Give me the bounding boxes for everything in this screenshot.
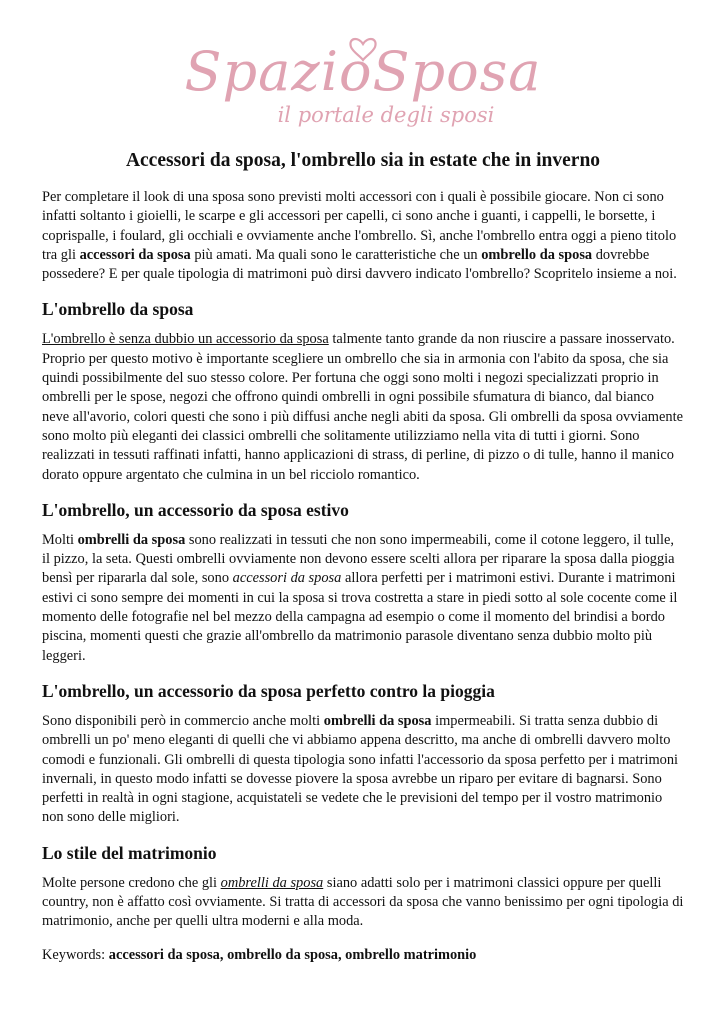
section-paragraph: Sono disponibili però in commercio anche molti ombrelli da sposa impermeabili. Si tratta senza dubbio di ombrelli un po' meno eleganti di quelli che vi abbiamo appena descritto, ma anche di ombrelli davvero molto comodi e funzionali. Gli ombrelli di questa tipologia sono infatti l'accessorio da sposa perfetto per i matrimoni invernali, in questo modo infatti se dovesse piovere la sposa avrebbe un riparo per evitare di bagnarsi. Sono perfetti in realtà in ogni stagione, acquistateli se vedete che le previsioni del tempo per il vostro matrimonio non sono delle migliori. <box>42 712 679 826</box>
italic-keyword: accessori da sposa <box>232 570 342 587</box>
logo-graphic <box>184 22 541 130</box>
keywords-line <box>42 946 684 965</box>
site-logo[interactable] <box>0 22 725 132</box>
section-heading: L'ombrello, un accessorio da sposa estivo <box>42 499 349 520</box>
logo-tagline: il portale degli sposi <box>277 103 494 127</box>
keywords-label: Keywords: <box>42 946 109 963</box>
article-link[interactable]: ombrelli da sposa <box>220 874 324 891</box>
keywords-list: accessori da sposa, ombrello da sposa, ombrello matrimonio <box>108 946 477 963</box>
bold-keyword: ombrello da sposa <box>481 246 593 263</box>
bold-keyword: ombrelli da sposa <box>323 712 432 729</box>
section-heading: L'ombrello, un accessorio da sposa perfetto contro la pioggia <box>42 680 495 701</box>
section-paragraph: Molte persone credono che gli ombrelli da sposa siano adatti solo per i matrimoni classici oppure per quelli country, non è affatto così ovviamente. Si tratta di accessori da sposa che vanno benissimo per ogni tipologia di matrimonio, anche per quelli ultra moderni e alla moda. <box>42 874 684 930</box>
section-heading: Lo stile del matrimonio <box>42 842 217 863</box>
section-heading: L'ombrello da sposa <box>42 299 194 320</box>
section-paragraph: L'ombrello è senza dubbio un accessorio da sposa talmente tanto grande da non riuscire a passare inosservato. Proprio per questo motivo è importante scegliere un ombrello che sia in armonia con l'abito da sposa, che sia quindi possibilmente del suo stesso colore. Per fortuna che oggi sono molti i negozi specializzati proprio in ombrelli per le spose, negozi che offrono quindi ombrelli in ogni possibile sfumatura di bianco, dal bianco neve all'avorio, colori questi che sono i più diffusi anche negli abiti da sposa. Gli ombrelli da sposa ovviamente sono molto più eleganti dei classici ombrelli che solitamente utilizziamo nella vita di tutti i giorni. Sono realizzati in tessuti raffinati infatti, hanno applicazioni di strass, di perline, di pizzo o di tulle, hanno il manico dorato oppure argentato che culmina in un bel ricciolo romantico. <box>42 331 683 483</box>
page-title: Accessori da sposa, l'ombrello sia in estate che in inverno <box>125 150 601 171</box>
section-paragraph: Molti ombrelli da sposa sono realizzati in tessuti che non sono impermeabili, come il cotone leggero, il tulle, il pizzo, la seta. Questi ombrelli ovviamente non devono essere scelti allora per riparare la sposa dalla pioggia bensì per ripararla dal sole, sono accessori da sposa allora perfetti per i matrimoni estivi. Durante i matrimoni estivi ci sono sempre dei momenti in cui la sposa si trova costretta a stare in piedi sotto al sole cocente come il momento delle fotografie nel bel mezzo della campagna ad esempio o come il momento del brindisi a bordo piscina, momenti questi che grazie all'ombrello da matrimonio parasole diventano senza dubbio molto più leggeri. <box>42 531 678 664</box>
logo-name: SpazioSposa <box>184 40 541 103</box>
intro-paragraph: Per completare il look di una sposa sono previsti molti accessori con i quali è possibile giocare. Non ci sono infatti soltanto i gioielli, le scarpe e gli accessori per capelli, ci sono anche i guanti, i cappelli, le borsette, i coprispalle, i foulard, gli occhiali e ovviamente anche l'ombrello. Sì, anche l'ombrello entra oggi a pieno titolo tra gli accessori da sposa più amati. Ma quali sono le caratteristiche che un ombrello da sposa dovrebbe possedere? E per quale tipologia di matrimoni può dirsi davvero indicato l'ombrello? Scopritelo insieme a noi. <box>42 189 677 283</box>
bold-keyword: accessori da sposa <box>79 246 191 263</box>
article <box>42 148 684 979</box>
article-link[interactable]: L'ombrello è senza dubbio un accessorio da sposa <box>42 331 329 348</box>
bold-keyword: ombrelli da sposa <box>77 531 186 548</box>
